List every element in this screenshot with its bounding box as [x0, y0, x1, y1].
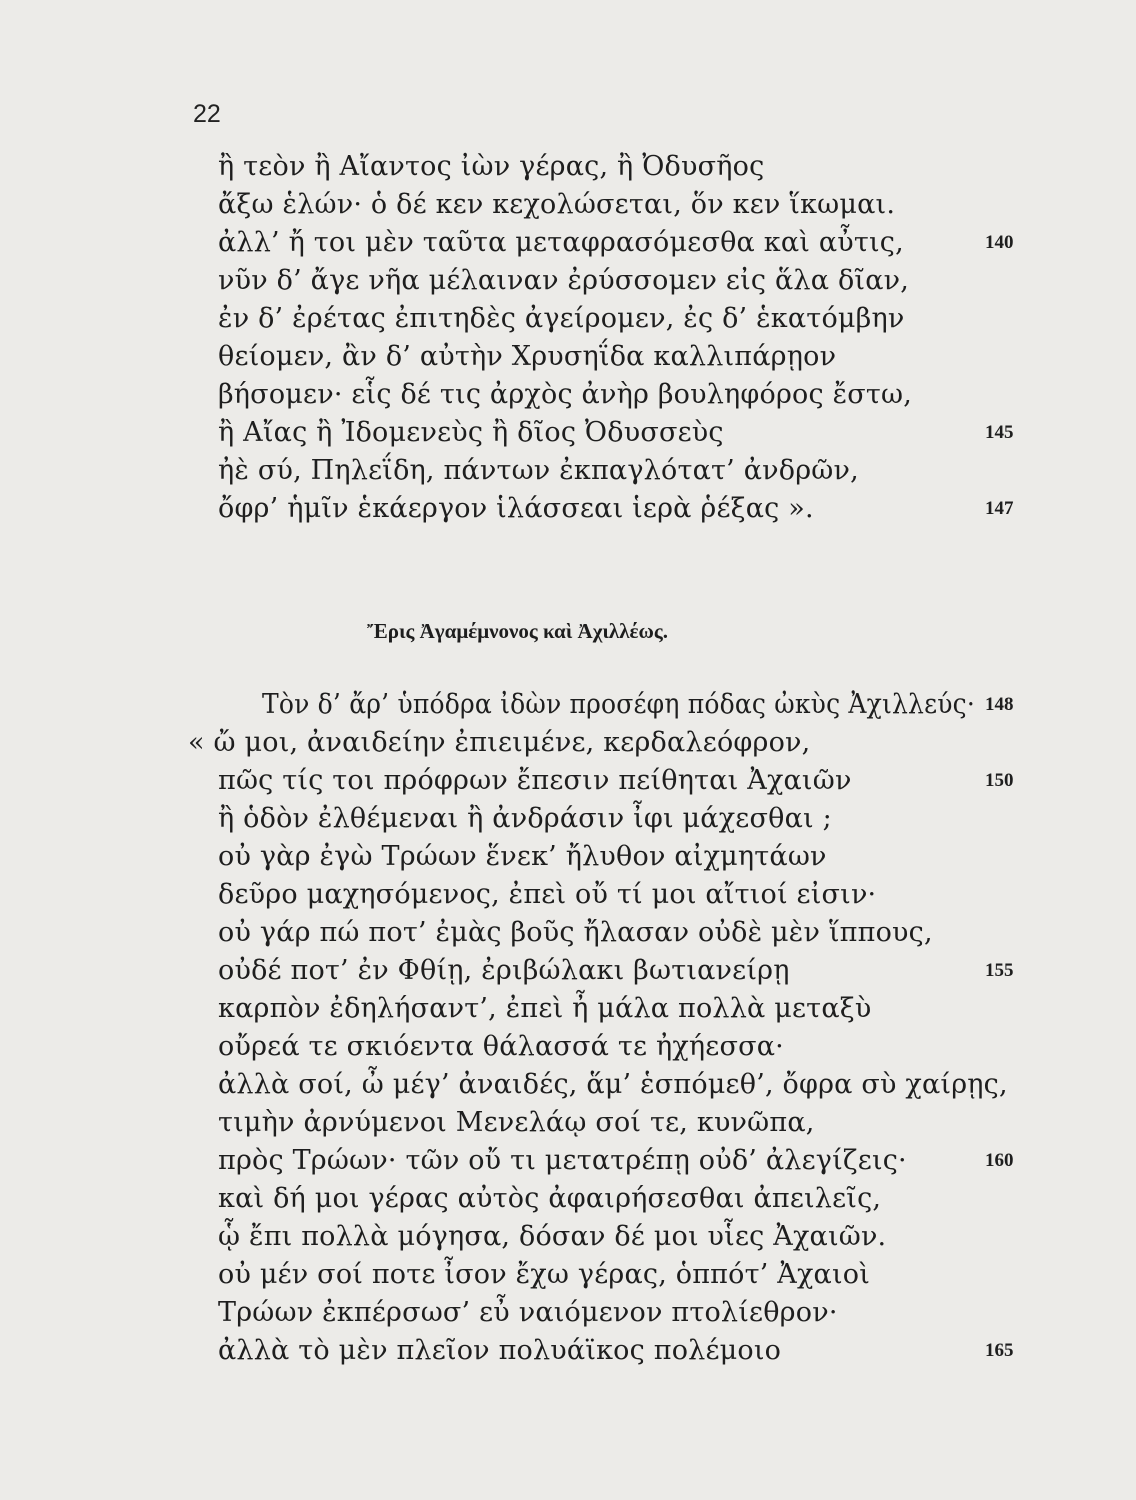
verse-line	[0, 876, 1136, 914]
verse-line	[0, 300, 1136, 338]
verse-text: δεῦρο μαχησόμενος, ἐπεὶ οὔ τί μοι αἴτιοί εἰσιν·	[218, 879, 877, 910]
verse-text: νῦν δ’ ἄγε νῆα μέλαιναν ἐρύσσομεν εἰς ἅλα δῖαν,	[218, 265, 910, 296]
verse-line	[0, 452, 1136, 490]
line-number: 150	[985, 770, 1014, 791]
verse-line	[0, 1218, 1136, 1256]
verse-text: ἄξω ἑλών· ὁ δέ κεν κεχολώσεται, ὅν κεν ἵκωμαι.	[218, 189, 896, 220]
verse-text: ἀλλὰ σοί, ὦ μέγ’ ἀναιδές, ἅμ’ ἑσπόμεθ’, ὄφρα σὺ χαίρῃς,	[218, 1069, 1008, 1100]
verse-text: ἢ Αἴας ἢ Ἰδομενεὺς ἢ δῖος Ὀδυσσεὺς	[218, 417, 724, 448]
verse-line	[0, 990, 1136, 1028]
line-number: 165	[985, 1340, 1014, 1361]
line-number: 148	[985, 694, 1014, 715]
verse-line	[0, 1066, 1136, 1104]
verse-text: ᾧ ἔπι πολλὰ μόγησα, δόσαν δέ μοι υἷες Ἀχαιῶν.	[218, 1221, 887, 1252]
page-number: 22	[193, 100, 221, 128]
verse-line	[0, 1294, 1136, 1332]
line-number: 145	[985, 422, 1014, 443]
verse-line	[0, 914, 1136, 952]
verse-text: οὐ γὰρ ἐγὼ Τρώων ἕνεκ’ ἤλυθον αἰχμητάων	[218, 841, 827, 872]
verse-line	[0, 838, 1136, 876]
verse-text: βήσομεν· εἷς δέ τις ἀρχὸς ἀνὴρ βουληφόρος ἔστω,	[218, 379, 913, 410]
verse-line	[0, 1180, 1136, 1218]
verse-line	[0, 148, 1136, 186]
verse-line	[0, 1256, 1136, 1294]
line-number: 160	[985, 1150, 1014, 1171]
verse-text: « ὤ μοι, ἀναιδείην ἐπιειμένε, κερδαλεόφρον,	[188, 727, 811, 758]
verse-line	[0, 1332, 1136, 1370]
verse-block-2	[0, 686, 1136, 1370]
verse-text: Τρώων ἐκπέρσωσ’ εὖ ναιόμενον πτολίεθρον·	[218, 1297, 838, 1328]
verse-text: οὐδέ ποτ’ ἐν Φθίῃ, ἐριβώλακι βωτιανείρῃ	[218, 955, 790, 986]
line-number: 140	[985, 232, 1014, 253]
verse-text: ἀλλ’ ἤ τοι μὲν ταῦτα μεταφρασόμεσθα καὶ αὖτις,	[218, 227, 904, 258]
verse-text: πῶς τίς τοι πρόφρων ἔπεσιν πείθηται Ἀχαιῶν	[218, 765, 852, 796]
verse-line	[0, 224, 1136, 262]
verse-text: θείομεν, ἂν δ’ αὐτὴν Χρυσηΐδα καλλιπάρῃον	[218, 341, 837, 372]
verse-text: τιμὴν ἀρνύμενοι Μενελάῳ σοί τε, κυνῶπα,	[218, 1107, 815, 1138]
verse-text: ἠὲ σύ, Πηλεΐδη, πάντων ἐκπαγλότατ’ ἀνδρῶν,	[218, 455, 859, 486]
verse-text: οὔρεά τε σκιόεντα θάλασσά τε ἠχήεσσα·	[218, 1031, 784, 1062]
verse-block-1	[0, 148, 1136, 528]
verse-line	[0, 1104, 1136, 1142]
verse-line	[0, 262, 1136, 300]
verse-line	[0, 686, 1136, 724]
verse-line	[0, 490, 1136, 528]
verse-line	[0, 338, 1136, 376]
verse-line	[0, 414, 1136, 452]
line-number: 147	[985, 498, 1014, 519]
verse-text: καὶ δή μοι γέρας αὐτὸς ἀφαιρήσεσθαι ἀπειλεῖς,	[218, 1183, 882, 1214]
verse-text: ἀλλὰ τὸ μὲν πλεῖον πολυάϊκος πολέμοιο	[218, 1335, 782, 1366]
verse-text: Τὸν δ’ ἄρ’ ὑπόδρα ἰδὼν προσέφη πόδας ὠκὺς Ἀχιλλεύς·	[262, 689, 975, 720]
verse-line	[0, 1028, 1136, 1066]
verse-text: ἐν δ’ ἐρέτας ἐπιτηδὲς ἀγείρομεν, ἐς δ’ ἑκατόμβην	[218, 303, 905, 334]
verse-line	[0, 762, 1136, 800]
verse-line	[0, 800, 1136, 838]
verse-line	[0, 724, 1136, 762]
verse-text: ἢ ὁδὸν ἐλθέμεναι ἢ ἀνδράσιν ἶφι μάχεσθαι ;	[218, 803, 832, 834]
verse-text: πρὸς Τρώων· τῶν οὔ τι μετατρέπῃ οὐδ’ ἀλεγίζεις·	[218, 1145, 907, 1176]
verse-text: οὐ γάρ πώ ποτ’ ἐμὰς βοῦς ἤλασαν οὐδὲ μὲν ἵππους,	[218, 917, 933, 948]
verse-line	[0, 186, 1136, 224]
verse-text: ὄφρ’ ἡμῖν ἑκάεργον ἱλάσσεαι ἱερὰ ῥέξας ».	[218, 493, 814, 524]
verse-line	[0, 376, 1136, 414]
verse-text: οὐ μέν σοί ποτε ἶσον ἔχω γέρας, ὁππότ’ Ἀχαιοὶ	[218, 1259, 871, 1290]
verse-text: καρπὸν ἐδηλήσαντ’, ἐπεὶ ἦ μάλα πολλὰ μεταξὺ	[218, 993, 872, 1024]
verse-text: ἢ τεὸν ἢ Αἴαντος ἰὼν γέρας, ἢ Ὀδυσῆος	[218, 151, 765, 182]
verse-line	[0, 952, 1136, 990]
section-heading: Ἔρις Ἀγαμέμνονος καὶ Ἀχιλλέως.	[367, 619, 668, 643]
verse-line	[0, 1142, 1136, 1180]
line-number: 155	[985, 960, 1014, 981]
